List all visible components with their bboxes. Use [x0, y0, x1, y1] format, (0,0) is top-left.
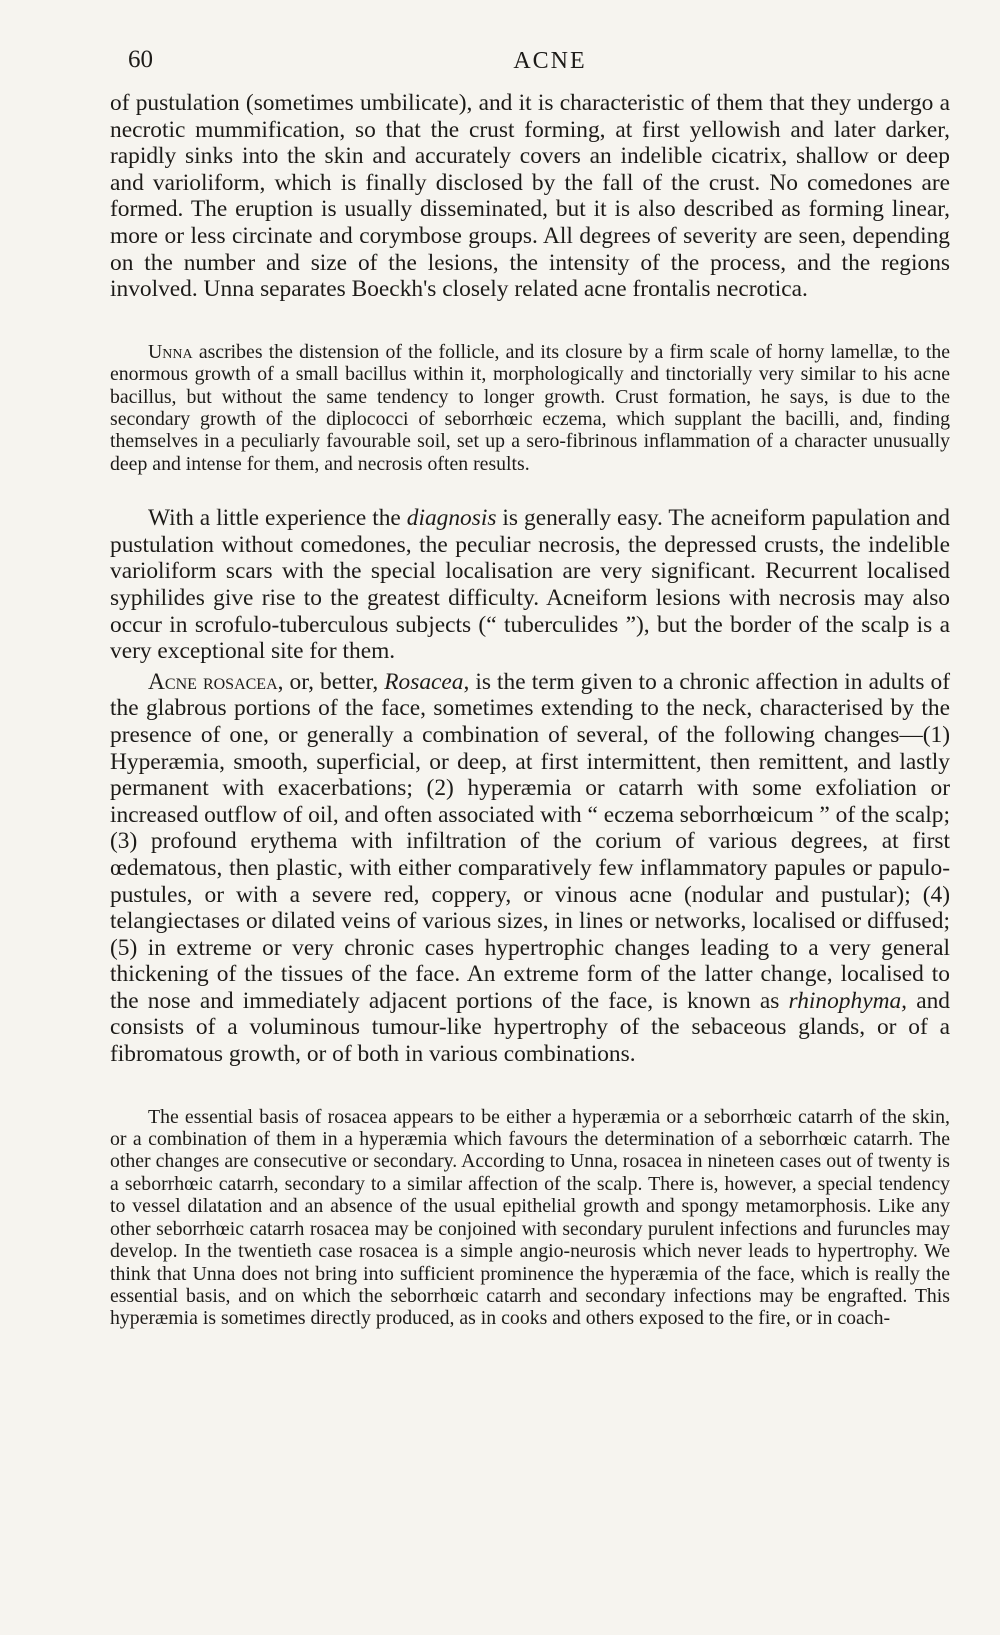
term-rhinophyma: rhinophyma, — [788, 987, 908, 1014]
diagnosis-text-rest: is generally easy. The acneiform papulation and pustulation without comedones, the peculiar necrosis, the depressed crusts, the indelible varioliform scars with the special localisation are very significant. Recurrent localised syphilides give rise to the greatest difficulty. Acneiform lesions with necrosis may also occur in scrofulo-tuberculous subjects (“ tuberculides ”), but the border of the scalp is a very exceptional site for them. — [110, 505, 950, 665]
running-head — [110, 40, 950, 90]
paragraph-unna-pathology-note — [110, 341, 950, 475]
term-diagnosis: diagnosis — [406, 505, 497, 532]
paragraph-acne-rosacea — [110, 669, 950, 1068]
rosacea-text-c: and consists of a voluminous tumour-like hypertrophy of the sebaceous glands, or of a fibromatous growth, or of both in various combinations. — [110, 987, 950, 1068]
term-rosacea: Rosacea — [384, 668, 464, 695]
paragraph-acne-necrotica-description: of pustulation (sometimes umbilicate), and it is characteristic of them that they undergo a necrotic mummification, so that the crust forming, at first yellowish and later darker, rapidly sinks into the skin and accurately covers an indelible cicatrix, shallow or deep and varioliform, which is finally disclosed by the fall of the crust. No comedones are formed. The eruption is usually disseminated, but it is also described as forming linear, more or less circinate and corymbose groups. All degrees of severity are seen, depending on the number and size of the lesions, the intensity of the process, and the regions involved. Unna separates Boeckh's closely related acne frontalis necrotica. — [110, 90, 950, 303]
unna-note-text: ascribes the distension of the follicle, and its closure by a firm scale of horny lamellæ, to the enormous growth of a small bacillus within it, morphologically and tinctorially very similar to his acne bacillus, but without the same tendency to longer growth. Crust formation, he says, is due to the secondary growth of the diplococci of seborrhœic eczema, which supplant the bacilli, and, finding themselves in a peculiarly favourable soil, set up a sero-fibrinous inflammation of a character unusually deep and intense for them, and necrosis often results. — [110, 340, 950, 475]
diagnosis-text-start: With a little experience the — [148, 505, 407, 532]
page-number: 60 — [128, 46, 153, 73]
paragraph-diagnosis — [110, 505, 950, 665]
author-name-unna: Unna — [148, 340, 193, 363]
rosacea-text-a: , or, better, — [277, 668, 385, 695]
running-title: ACNE — [513, 48, 587, 74]
rosacea-text-b: , is the term given to a chronic affection in adults of the glabrous portions of the face, sometimes extending to the neck, characterised by the presence of one, or generally a combination of several, of the following changes—(1) Hyperæmia, smooth, superficial, or deep, at first intermittent, then remittent, and lastly permanent with exacerbations; (2) hyperæmia or catarrh with some exfoliation or increased outflow of oil, and often associated with “ eczema seborrhœicum ” of the scalp; (3) profound erythema with infiltration of the corium of various degrees, at first œdematous, then plastic, with either comparatively few inflammatory papules or papulo-pustules, or with a severe red, coppery, or vinous acne (nodular and pustular); (4) telangiectases or dilated veins of various sizes, in lines or networks, localised or diffused; (5) in extreme or very chronic cases hypertrophic changes leading to a very general thickening of the tissues of the face. An extreme form of the latter change, localised to the nose and immediately adjacent portions of the face, is known as — [110, 668, 950, 1014]
heading-acne-rosacea: Acne rosacea — [148, 668, 278, 695]
paragraph-rosacea-basis-note: The essential basis of rosacea appears to be either a hyperæmia or a seborrhœic catarrh of the skin, or a combination of them in a hyperæmia which favours the determination of a seborrhœic catarrh. The other changes are consecutive or secondary. According to Unna, rosacea in nineteen cases out of twenty is a seborrhœic catarrh, secondary to a similar affection of the scalp. There is, however, a special tendency to vessel dilatation and an absence of the usual epithelial growth and spongy metamorphosis. Like any other seborrhœic catarrh rosacea may be conjoined with secondary purulent infections and furuncles may develop. In the twentieth case rosacea is a simple angio-neurosis which never leads to hypertrophy. We think that Unna does not bring into sufficient prominence the hyperæmia of the face, which is really the essential basis, and on which the seborrhœic catarrh and secondary infections may be engrafted. This hyperæmia is sometimes directly produced, as in cooks and others exposed to the fire, or in coach- — [110, 1105, 950, 1330]
